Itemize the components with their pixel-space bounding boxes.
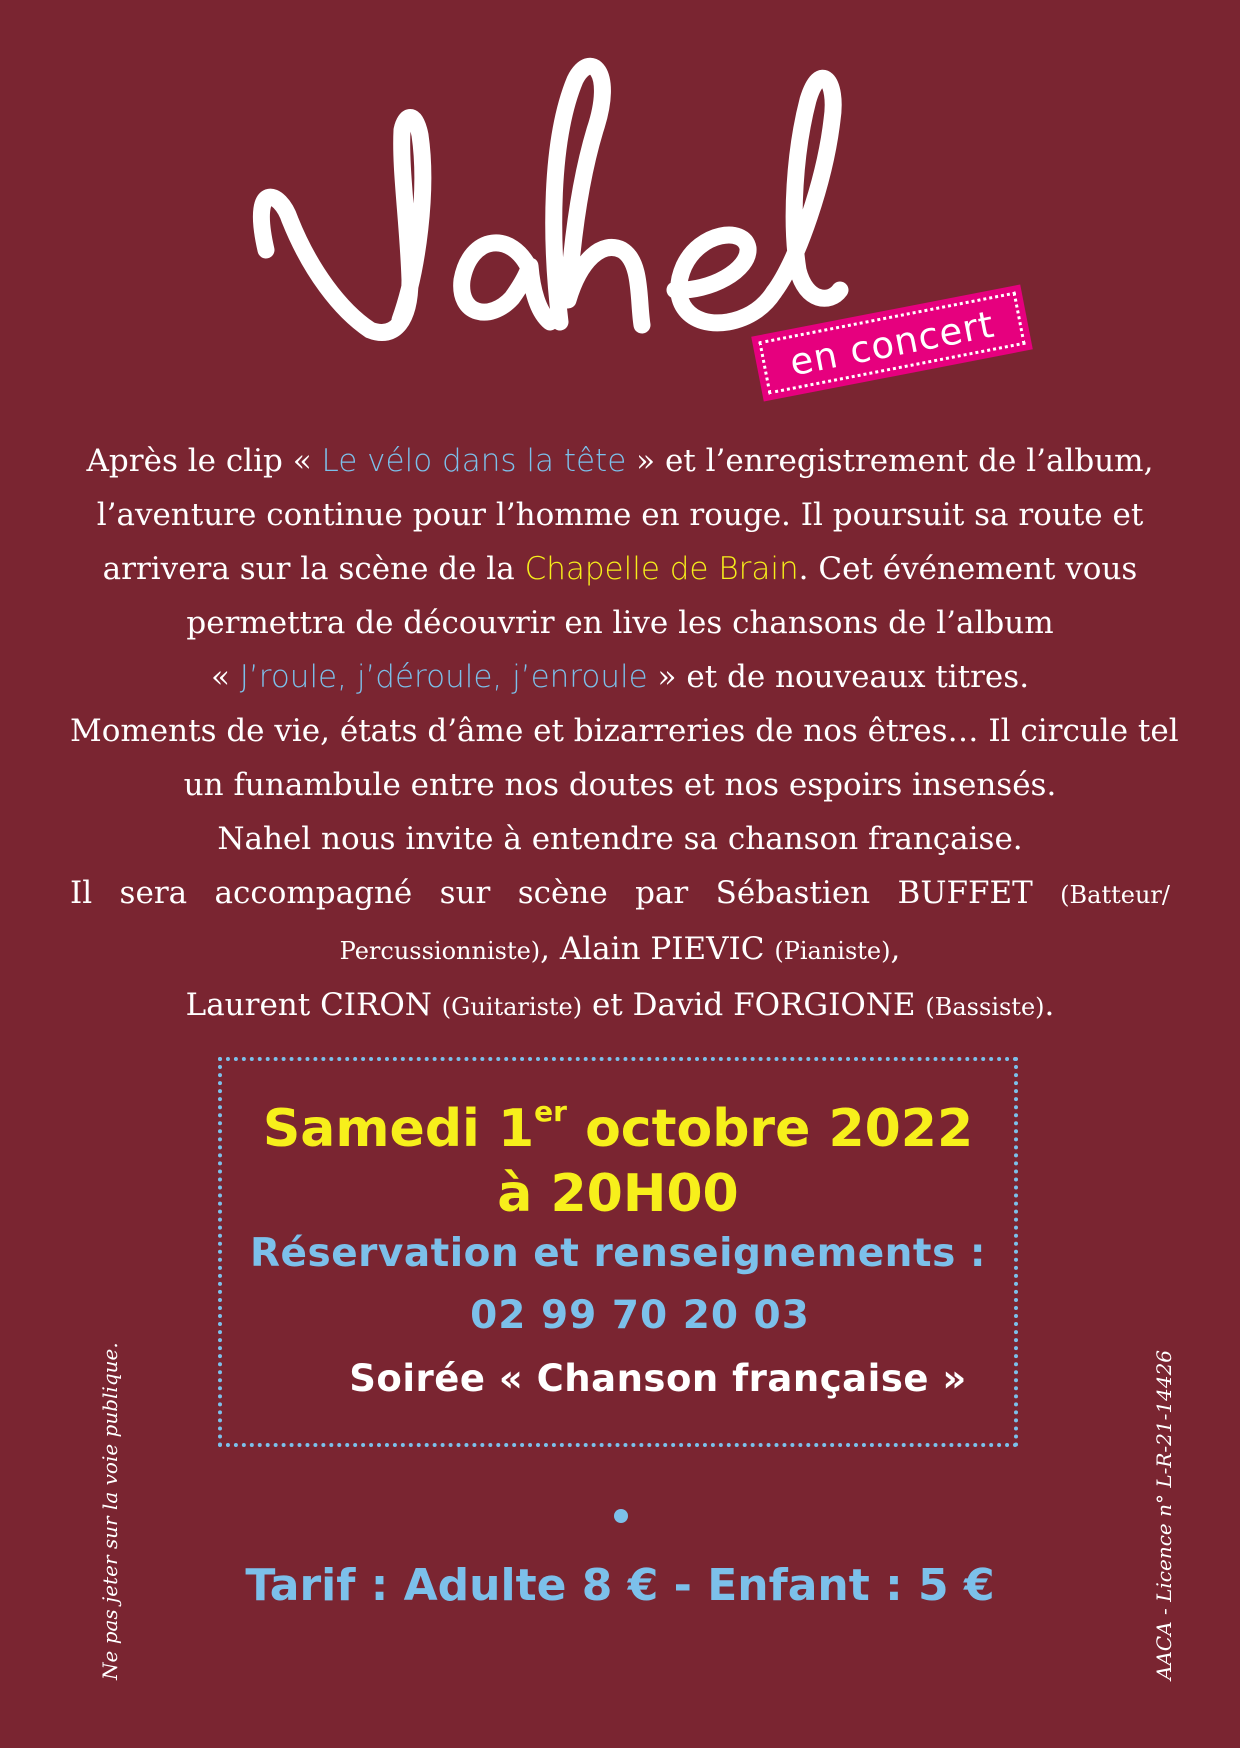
desc-text: et David FORGIONE [582, 987, 926, 1023]
event-time: à 20H00 [497, 1164, 739, 1224]
musician-role: Percussionniste) [339, 937, 541, 965]
date-text: octobre 2022 [566, 1099, 974, 1159]
desc-text: . [1044, 987, 1055, 1023]
desc-line-6: Moments de vie, états d’âme et bizarreries de nos êtres… Il circule tel [70, 713, 1179, 749]
description [70, 434, 1179, 1034]
desc-text: Après le clip « [86, 443, 322, 479]
clip-title: Le vélo dans la tête [321, 443, 627, 479]
booking-phone: 02 99 70 20 03 [470, 1293, 810, 1338]
desc-line-10 [70, 922, 1170, 978]
desc-line-2: l’aventure continue pour l’homme en rouge. Il poursuit sa route et [96, 497, 1144, 533]
tarif: Tarif : Adulte 8 € - Enfant : 5 € [245, 1560, 995, 1611]
desc-line-11 [70, 978, 1170, 1034]
desc-line-9 [70, 866, 1170, 922]
musician-role: (Bassiste) [925, 993, 1045, 1021]
musician-role: (Batteur/ [1060, 881, 1170, 909]
desc-line-4: permettra de découvrir en live les chansons de l’album [186, 605, 1054, 641]
album-title: J’roule, j’déroule, j’enroule [239, 659, 648, 695]
booking-label: Réservation et renseignements : [250, 1231, 986, 1276]
desc-line-7: un funambule entre nos doutes et nos espoirs insensés. [183, 767, 1057, 803]
desc-text: , Alain PIEVIC [540, 931, 775, 967]
desc-text: Laurent CIRON [185, 987, 442, 1023]
soiree-theme: Soirée « Chanson française » [349, 1357, 967, 1400]
date-ordinal: er [534, 1095, 567, 1128]
desc-line-8: Nahel nous invite à entendre sa chanson française. [217, 821, 1023, 857]
desc-text: » et de nouveaux titres. [647, 659, 1030, 695]
desc-text: Il sera accompagné sur scène par Sébastien BUFFET [70, 875, 1061, 911]
desc-text: « [210, 659, 240, 695]
musician-role: (Pianiste) [774, 937, 891, 965]
desc-line-3 [70, 542, 1170, 596]
date-text: Samedi 1 [262, 1099, 535, 1159]
desc-text: » et l’enregistrement de l’album, [626, 443, 1154, 479]
separator-dot [614, 1509, 628, 1523]
desc-text: . Cet événement vous [798, 551, 1138, 587]
desc-text: , [890, 931, 901, 967]
desc-text: arrivera sur la scène de la [102, 551, 525, 587]
desc-line-5 [70, 650, 1170, 704]
desc-line-1 [70, 434, 1170, 488]
event-info-box [218, 1057, 1018, 1447]
event-date [222, 1095, 1014, 1159]
license-notice: AACA - Licence n° L-R-21-14426 [1152, 1349, 1176, 1680]
musician-role: (Guitariste) [441, 993, 583, 1021]
litter-notice: Ne pas jeter sur la voie publique. [98, 1342, 122, 1680]
venue-name: Chapelle de Brain [524, 551, 799, 587]
badge-label: en concert [786, 302, 998, 384]
logo-title: Nahel [250, 40, 254, 41]
